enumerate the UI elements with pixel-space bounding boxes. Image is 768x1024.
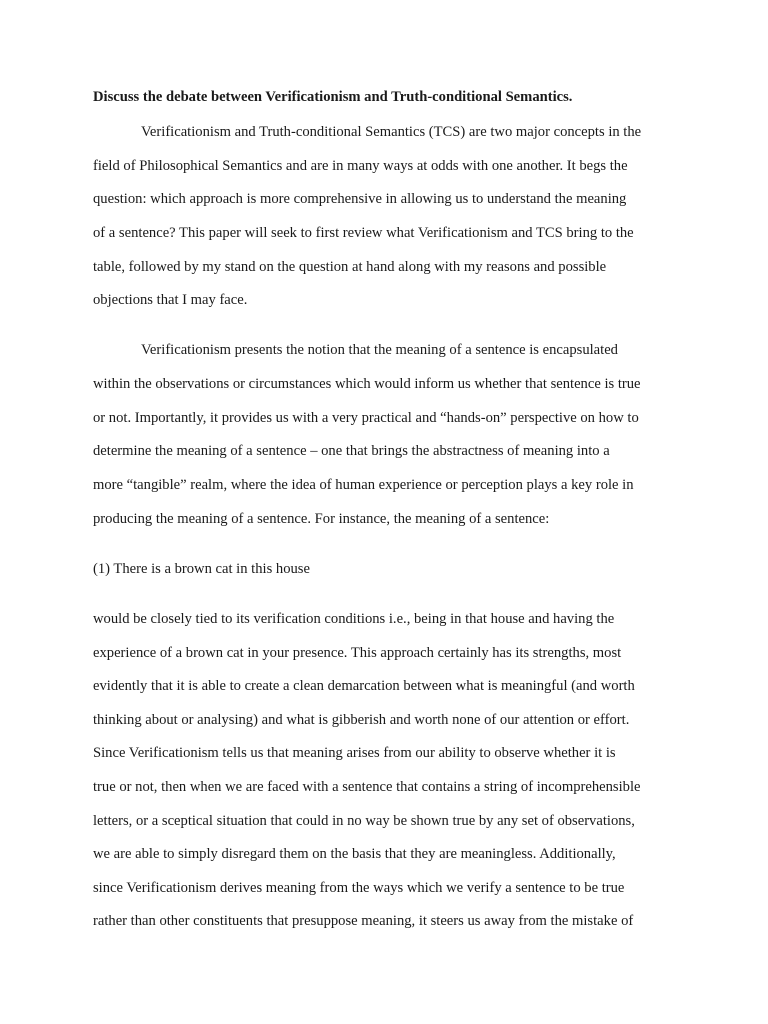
paragraph-line: would be closely tied to its verification conditions i.e., being in that house and having the xyxy=(93,611,615,627)
paragraph-line: letters, or a sceptical situation that could in no way be shown true by any set of observations, xyxy=(93,813,635,829)
paragraph-line: we are able to simply disregard them on the basis that they are meaningless. Additionally, xyxy=(93,846,616,862)
paragraph-line: experience of a brown cat in your presence. This approach certainly has its strengths, most xyxy=(93,645,622,661)
paragraph-line: or not. Importantly, it provides us with a very practical and “hands-on” perspective on how to xyxy=(93,410,639,426)
paragraph-line: thinking about or analysing) and what is gibberish and worth none of our attention or effort. xyxy=(93,712,630,728)
paragraph-line: Verificationism presents the notion that the meaning of a sentence is encapsulated xyxy=(141,342,618,358)
paragraph-line: evidently that it is able to create a clean demarcation between what is meaningful (and worth xyxy=(93,678,635,694)
paragraph-line: producing the meaning of a sentence. For instance, the meaning of a sentence: xyxy=(93,511,550,527)
paragraph-line: question: which approach is more comprehensive in allowing us to understand the meaning xyxy=(93,191,627,207)
paragraph-line: since Verificationism derives meaning from the ways which we verify a sentence to be true xyxy=(93,880,625,896)
paragraph-line: field of Philosophical Semantics and are in many ways at odds with one another. It begs the xyxy=(93,158,628,174)
paragraph-line: more “tangible” realm, where the idea of human experience or perception plays a key role in xyxy=(93,477,634,493)
paragraph-line: Verificationism and Truth-conditional Semantics (TCS) are two major concepts in the xyxy=(141,124,642,140)
paragraph-line: rather than other constituents that presuppose meaning, it steers us away from the mistake of xyxy=(93,913,634,929)
paragraph-line: of a sentence? This paper will seek to first review what Verificationism and TCS bring to the xyxy=(93,225,634,241)
document-title: Discuss the debate between Verificationism and Truth-conditional Semantics. xyxy=(93,89,573,105)
paragraph-line: within the observations or circumstances which would inform us whether that sentence is true xyxy=(93,376,641,392)
paragraph-line: Since Verificationism tells us that meaning arises from our ability to observe whether it is xyxy=(93,745,616,761)
paragraph-line: objections that I may face. xyxy=(93,292,248,308)
example-sentence: (1) There is a brown cat in this house xyxy=(93,561,310,577)
paragraph-line: true or not, then when we are faced with a sentence that contains a string of incomprehensible xyxy=(93,779,641,795)
paragraph-line: determine the meaning of a sentence – one that brings the abstractness of meaning into a xyxy=(93,443,610,459)
paragraph-line: table, followed by my stand on the question at hand along with my reasons and possible xyxy=(93,259,607,275)
